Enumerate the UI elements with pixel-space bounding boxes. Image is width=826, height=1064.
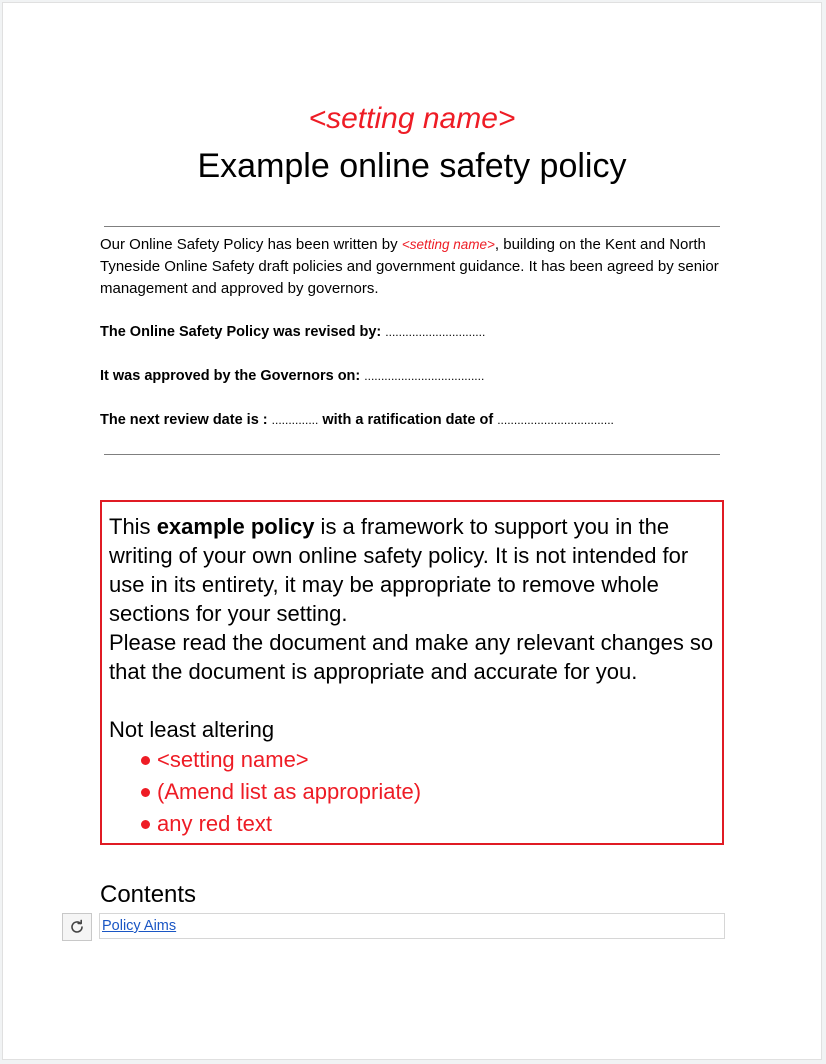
list-item <box>143 776 716 808</box>
approved-line <box>100 366 484 386</box>
approved-value: .................................... <box>364 369 485 383</box>
table-of-contents <box>99 913 725 939</box>
list-item <box>143 808 716 840</box>
bullet-icon <box>141 788 150 797</box>
list-item-text: any red text <box>157 811 272 836</box>
notice-line1-before: This <box>109 514 157 539</box>
intro-paragraph <box>100 234 725 300</box>
revised-by-line <box>100 322 485 342</box>
top-divider <box>104 226 720 227</box>
guidance-notice-box <box>100 500 724 845</box>
toc-link-policy-aims[interactable]: Policy Aims <box>102 918 177 934</box>
notice-paragraph-3: Not least altering <box>109 717 275 742</box>
list-item-text: <setting name> <box>157 747 309 772</box>
notice-spacer <box>109 686 716 715</box>
bottom-divider <box>104 454 720 455</box>
notice-line1-bold: example policy <box>156 514 315 539</box>
review-label: The next review date is : <box>100 412 272 428</box>
review-value: .............. <box>271 413 319 427</box>
review-line <box>100 410 614 430</box>
refresh-icon <box>69 919 85 935</box>
ratification-value: ................................... <box>497 413 614 427</box>
revised-by-label: The Online Safety Policy was revised by: <box>100 324 386 340</box>
notice-list <box>109 744 716 840</box>
notice-paragraph-1 <box>109 512 716 628</box>
intro-text-before: Our Online Safety Policy has been written by <box>100 236 402 253</box>
bullet-icon <box>141 756 150 765</box>
ratification-label: with a ratification date of <box>318 412 498 428</box>
contents-heading: Contents <box>100 881 197 908</box>
page-title: Example online safety policy <box>197 147 627 185</box>
revised-by-value: .............................. <box>385 325 486 339</box>
notice-paragraph-2: Please read the document and make any relevant changes so that the document is appropriate and accurate for you. <box>109 630 714 684</box>
notice-line1-after: is a framework to support you in the writing of your own online safety policy. It is not intended for use in its entirety, it may be appropriate to remove whole sections for your setting. <box>109 514 689 626</box>
refresh-toc-button[interactable] <box>62 913 92 941</box>
list-item-text: (Amend list as appropriate) <box>157 779 422 804</box>
document-page <box>3 3 821 1059</box>
setting-name-title: <setting name> <box>308 102 516 135</box>
approved-label: It was approved by the Governors on: <box>100 368 365 384</box>
list-item <box>143 744 716 776</box>
bullet-icon <box>141 820 150 829</box>
intro-setting-name: <setting name> <box>401 237 495 252</box>
intro-text-after: , building on the Kent and North Tyneside Online Safety draft policies and government guidance. It has been agreed by senior management and approved by governors. <box>100 236 719 297</box>
